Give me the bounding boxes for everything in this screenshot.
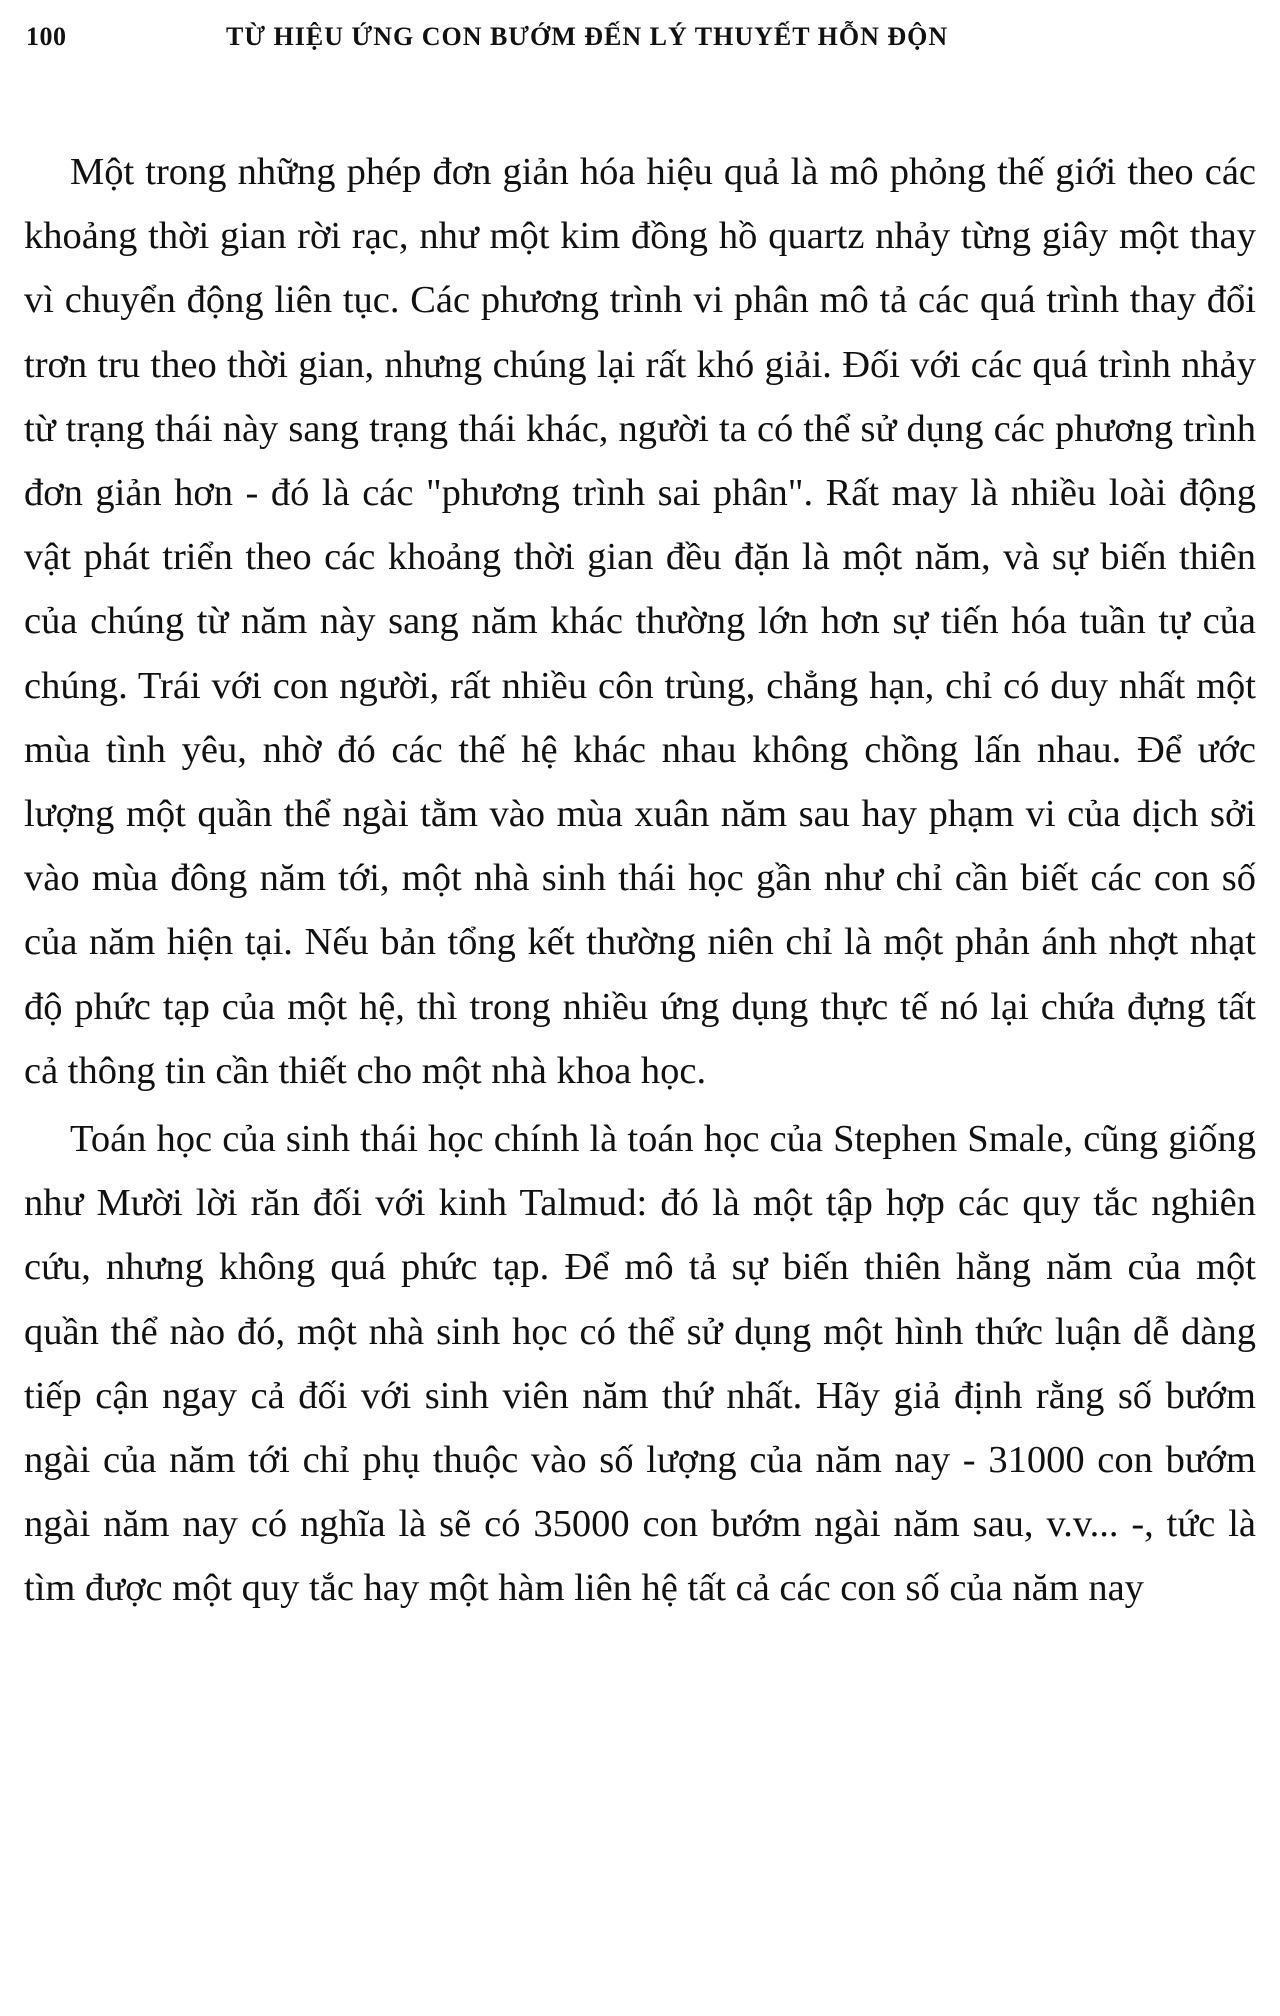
chapter-title: TỪ HIỆU ỨNG CON BƯỚM ĐẾN LÝ THUYẾT HỖN ĐỘN	[226, 22, 949, 51]
paragraph-2: Toán học của sinh thái học chính là toán học của Stephen Smale, cũng giống như Mười lời răn đối với kinh Talmud: đó là một tập hợp các quy tắc nghiên cứu, nhưng không quá phức tạp. Để mô tả sự biến thiên hằng năm của một quần thể nào đó, một nhà sinh học có thể sử dụng một hình thức luận dễ dàng tiếp cận ngay cả đối với sinh viên năm thứ nhất. Hãy giả định rằng số bướm ngài của năm tới chỉ phụ thuộc vào số lượng của năm nay - 31000 con bướm ngài năm nay có nghĩa là sẽ có 35000 con bướm ngài năm sau, v.v... -, tức là tìm được một quy tắc hay một hàm liên hệ tất cả các con số của năm nay	[24, 1118, 1256, 1610]
body-text	[24, 140, 1256, 1621]
page-number: 100	[26, 22, 67, 51]
paragraph-1: Một trong những phép đơn giản hóa hiệu quả là mô phỏng thế giới theo các khoảng thời gian rời rạc, như một kim đồng hồ quartz nhảy từng giây một thay vì chuyển động liên tục. Các phương trình vi phân mô tả các quá trình thay đổi trơn tru theo thời gian, nhưng chúng lại rất khó giải. Đối với các quá trình nhảy từ trạng thái này sang trạng thái khác, người ta có thể sử dụng các phương trình đơn giản hơn - đó là các "phương trình sai phân". Rất may là nhiều loài động vật phát triển theo các khoảng thời gian đều đặn là một năm, và sự biến thiên của chúng từ năm này sang năm khác thường lớn hơn sự tiến hóa tuần tự của chúng. Trái với con người, rất nhiều côn trùng, chẳng hạn, chỉ có duy nhất một mùa tình yêu, nhờ đó các thế hệ khác nhau không chồng lấn nhau. Để ước lượng một quần thể ngài tằm vào mùa xuân năm sau hay phạm vi của dịch sởi vào mùa đông năm tới, một nhà sinh thái học gần như chỉ cần biết các con số của năm hiện tại. Nếu bản tổng kết thường niên chỉ là một phản ánh nhợt nhạt độ phức tạp của một hệ, thì trong nhiều ứng dụng thực tế nó lại chứa đựng tất cả thông tin cần thiết cho một nhà khoa học.	[24, 151, 1256, 1092]
running-header	[26, 22, 1140, 62]
